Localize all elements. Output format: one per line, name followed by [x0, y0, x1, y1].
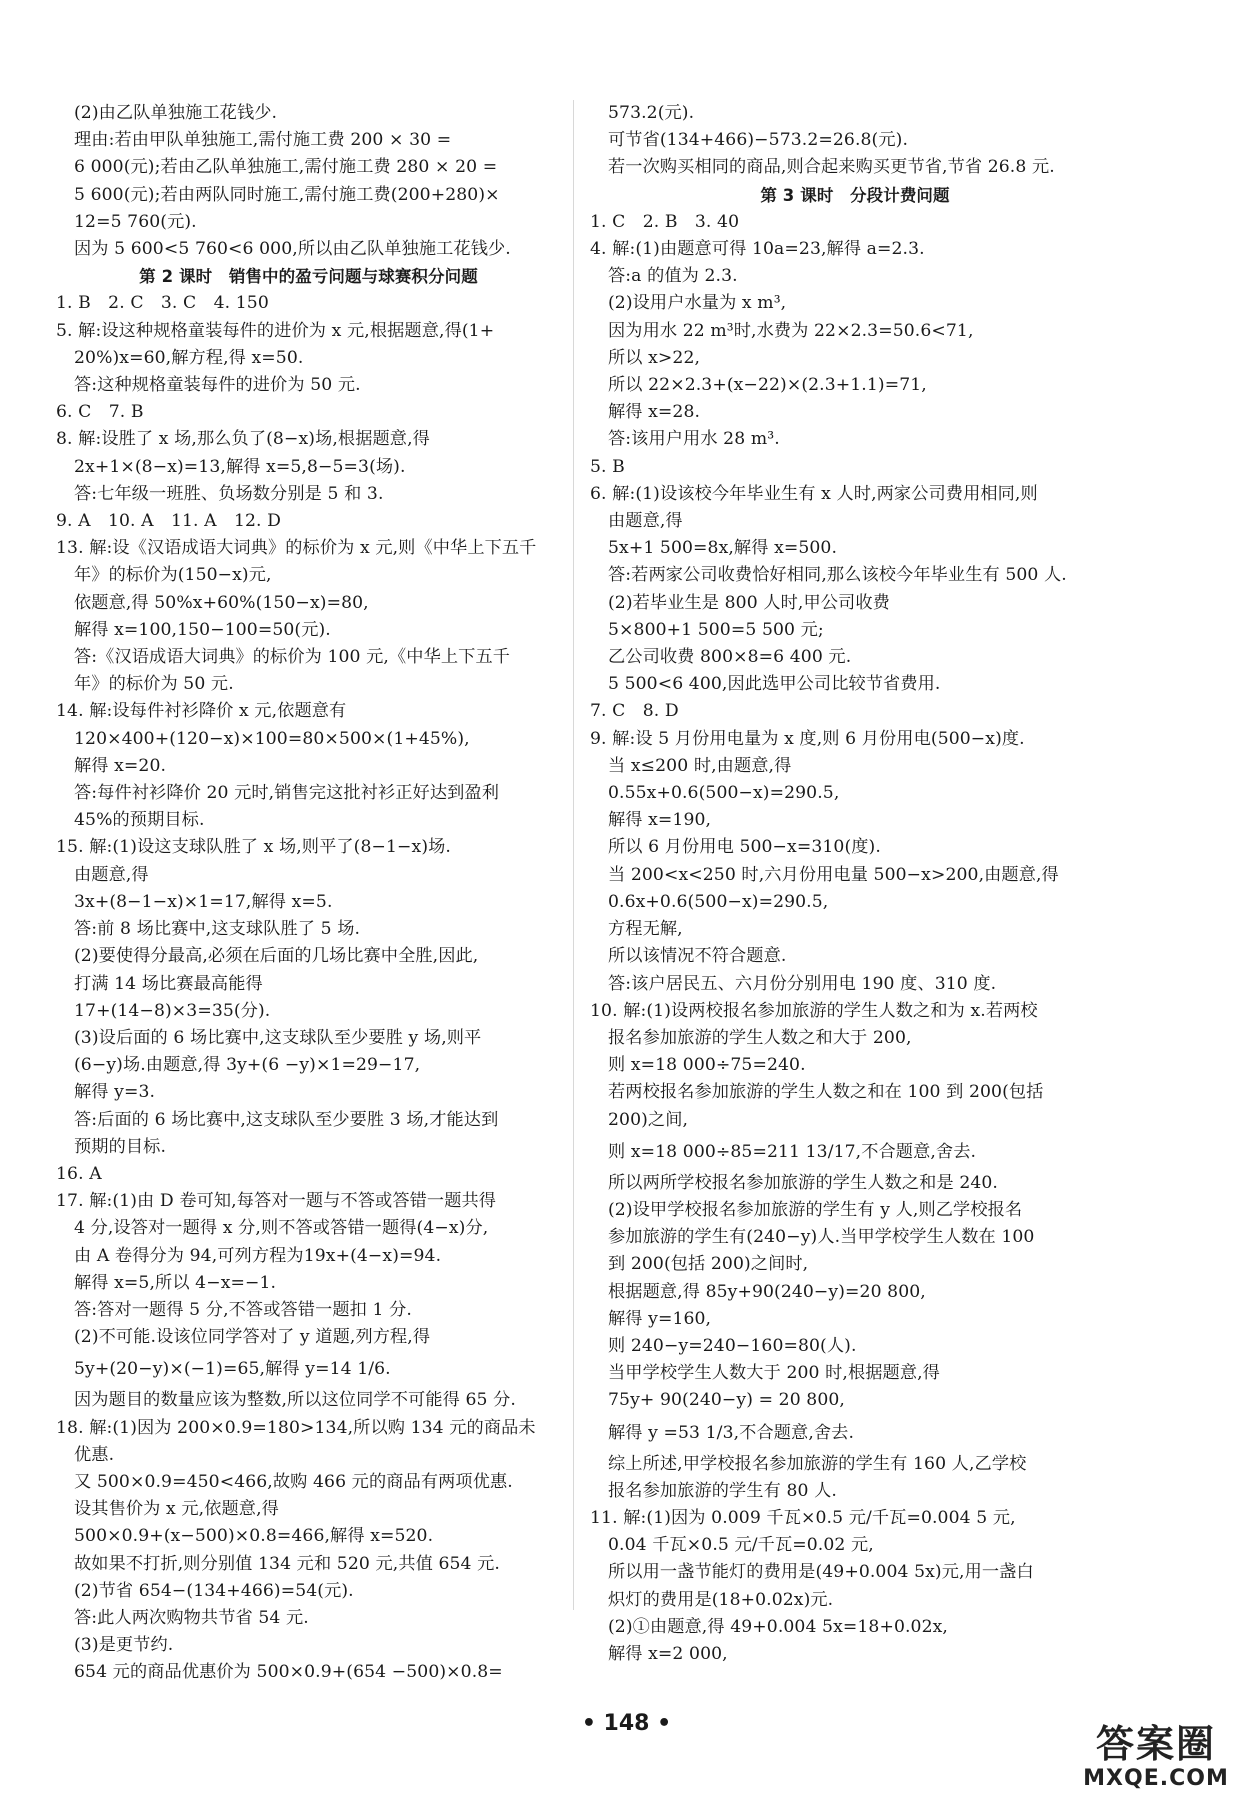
text-line: 乙公司收费 800×8=6 400 元. [608, 647, 852, 668]
text-line: (2)由乙队单独施工花钱少. [74, 103, 278, 123]
text-line: 9. 解:设 5 月份用电量为 x 度,则 6 月份用电(500−x)度. [590, 728, 1025, 749]
text-line: 所以两所学校报名参加旅游的学生人数之和是 240. [608, 1172, 998, 1193]
text-line: 9. A 10. A 11. A 12. D [56, 511, 282, 532]
text-line: 解得 x=2 000, [608, 1643, 728, 1664]
text-line: 15. 解:(1)设这支球队胜了 x 场,则平了(8−1−x)场. [56, 837, 451, 858]
text-line: 4 分,设答对一题得 x 分,则不答或答错一题得(4−x)分, [74, 1218, 489, 1239]
text-line: 200)之间, [608, 1109, 689, 1130]
text-line: 则 240−y=240−160=80(人). [608, 1335, 857, 1356]
text-line: 参加旅游的学生有(240−y)人.当甲学校学生人数在 100 [608, 1227, 1035, 1248]
text-line: (6−y)场.由题意,得 3y+(6 −y)×1=29−17, [74, 1055, 421, 1076]
text-line: (2)节省 654−(134+466)=54(元). [74, 1580, 354, 1601]
text-line: 所以该情况不符合题意. [608, 946, 787, 967]
text-line: (2)①由题意,得 49+0.004 5x=18+0.02x, [608, 1616, 948, 1637]
text-line: 8. 解:设胜了 x 场,那么负了(8−x)场,根据题意,得 [56, 429, 430, 450]
text-line: 20%)x=60,解方程,得 x=50. [74, 347, 304, 368]
text-line: 所以 x>22, [608, 347, 701, 368]
text-line: 5 500<6 400,因此选甲公司比较节省费用. [608, 674, 941, 695]
text-line: 答:七年级一班胜、负场数分别是 5 和 3. [74, 483, 384, 504]
text-line: 13. 解:设《汉语成语大词典》的标价为 x 元,则《中华上下五千 [56, 538, 537, 559]
text-line: 答:该用户用水 28 m³. [608, 429, 780, 450]
text-line: 因为 5 600<5 760<6 000,所以由乙队单独施工花钱少. [74, 239, 511, 260]
text-line: 当 x≤200 时,由题意,得 [608, 755, 792, 776]
column-divider [573, 100, 574, 1610]
text-line: 因为题目的数量应该为整数,所以这位同学不可能得 65 分. [74, 1390, 516, 1411]
text-line: 答:每件衬衫降价 20 元时,销售完这批衬衫正好达到盈利 [74, 783, 499, 804]
text-line: (3)设后面的 6 场比赛中,这支球队至少要胜 y 场,则平 [74, 1027, 482, 1048]
text-line: 12=5 760(元). [74, 211, 197, 232]
text-line: (2)设用户水量为 x m³, [608, 293, 787, 314]
text-line: 当甲学校学生人数大于 200 时,根据题意,得 [608, 1363, 940, 1384]
text-line: 500×0.9+(x−500)×0.8=466,解得 x=520. [74, 1526, 434, 1547]
text-line: 1. B 2. C 3. C 4. 150 [56, 293, 269, 314]
text-line: 573.2(元). [608, 103, 695, 123]
text-line: 报名参加旅游的学生人数之和大于 200, [608, 1027, 912, 1048]
text-line: 解得 y=160, [608, 1308, 712, 1329]
text-line: 4. 解:(1)由题意可得 10a=23,解得 a=2.3. [590, 239, 925, 260]
text-line: 报名参加旅游的学生有 80 人. [608, 1480, 837, 1501]
watermark-logo-text: 答案圈 [1095, 1722, 1216, 1766]
text-line: 120×400+(120−x)×100=80×500×(1+45%), [74, 728, 470, 749]
text-line: 优惠. [74, 1444, 115, 1465]
text-line: 则 x=18 000÷75=240. [608, 1055, 806, 1076]
text-line: 解得 y =53 1/3,不合题意,舍去. [608, 1422, 855, 1443]
text-line: 由题意,得 [74, 864, 149, 885]
text-line: 设其售价为 x 元,依题意,得 [74, 1499, 279, 1520]
text-line: 到 200(包括 200)之间时, [608, 1254, 809, 1275]
text-line: 故如果不打折,则分别值 134 元和 520 元,共值 654 元. [74, 1553, 500, 1574]
text-line: 所以 6 月份用电 500−x=310(度). [608, 837, 881, 858]
text-line: 炽灯的费用是(18+0.02x)元. [608, 1589, 834, 1610]
text-line: 75y+ 90(240−y) = 20 800, [608, 1390, 845, 1411]
text-line: 17. 解:(1)由 D 卷可知,每答对一题与不答或答错一题共得 [56, 1191, 497, 1212]
text-line: 答:若两家公司收费恰好相同,那么该校今年毕业生有 500 人. [608, 565, 1067, 586]
text-line: 由 A 卷得分为 94,可列方程为19x+(4−x)=94. [74, 1245, 442, 1266]
text-line: 18. 解:(1)因为 200×0.9=180>134,所以购 134 元的商品未 [56, 1417, 536, 1438]
text-line: 由题意,得 [608, 511, 683, 532]
text-line: 理由:若由甲队单独施工,需付施工费 200 × 30 = [74, 130, 452, 151]
text-line: (2)设甲学校报名参加旅游的学生有 y 人,则乙学校报名 [608, 1199, 1023, 1220]
text-line: 17+(14−8)×3=35(分). [74, 1000, 271, 1021]
text-line: 0.55x+0.6(500−x)=290.5, [608, 783, 840, 804]
text-line: 5x+1 500=8x,解得 x=500. [608, 538, 838, 559]
text-line: 因为用水 22 m³时,水费为 22×2.3=50.6<71, [608, 320, 974, 341]
text-line: 2x+1×(8−x)=13,解得 x=5,8−5=3(场). [74, 456, 406, 477]
text-line: (2)若毕业生是 800 人时,甲公司收费 [608, 592, 890, 613]
text-line: 当 200<x<250 时,六月份用电量 500−x>200,由题意,得 [608, 864, 1059, 885]
text-line: 则 x=18 000÷85=211 13/17,不合题意,舍去. [608, 1141, 977, 1162]
text-line: 答:《汉语成语大词典》的标价为 100 元,《中华上下五千 [74, 647, 511, 668]
text-line: 答:前 8 场比赛中,这支球队胜了 5 场. [74, 919, 361, 940]
text-line: (2)不可能.设该位同学答对了 y 道题,列方程,得 [74, 1327, 431, 1348]
text-line: 7. C 8. D [590, 701, 679, 722]
text-line: 3x+(8−1−x)×1=17,解得 x=5. [74, 891, 333, 912]
text-line: 年》的标价为 50 元. [74, 674, 234, 695]
text-line: 11. 解:(1)因为 0.009 千瓦×0.5 元/千瓦=0.004 5 元, [590, 1507, 1016, 1528]
text-line: 1. C 2. B 3. 40 [590, 211, 740, 232]
text-line: 解得 x=100,150−100=50(元). [74, 619, 331, 640]
text-line: 6 000(元);若由乙队单独施工,需付施工费 280 × 20 = [74, 157, 498, 178]
text-line: 解得 y=3. [74, 1082, 156, 1103]
text-line: 所以 22×2.3+(x−22)×(2.3+1.1)=71, [608, 375, 927, 396]
text-line: 0.04 千瓦×0.5 元/千瓦=0.02 元, [608, 1535, 874, 1556]
left-column [56, 100, 561, 1687]
text-line: 答:该户居民五、六月份分别用电 190 度、310 度. [608, 973, 997, 994]
text-line: 5 600(元);若由两队同时施工,需付施工费(200+280)× [74, 184, 500, 205]
text-line: 若一次购买相同的商品,则合起来购买更节省,节省 26.8 元. [608, 157, 1055, 178]
text-line: 打满 14 场比赛最高能得 [74, 973, 263, 994]
right-column [590, 100, 1120, 1668]
watermark-url: MXQE.COM [1083, 1766, 1229, 1791]
text-line: 0.6x+0.6(500−x)=290.5, [608, 891, 829, 912]
text-line: 解得 x=5,所以 4−x=−1. [74, 1272, 277, 1293]
text-line: 6. 解:(1)设该校今年毕业生有 x 人时,两家公司费用相同,则 [590, 483, 1038, 504]
text-line: 16. A [56, 1163, 102, 1184]
text-line: 又 500×0.9=450<466,故购 466 元的商品有两项优惠. [74, 1471, 513, 1492]
text-line: 解得 x=20. [74, 755, 167, 776]
text-line: 所以用一盏节能灯的费用是(49+0.004 5x)元,用一盏白 [608, 1562, 1034, 1583]
text-line: 654 元的商品优惠价为 500×0.9+(654 −500)×0.8= [74, 1662, 503, 1683]
text-line: 5y+(20−y)×(−1)=65,解得 y=14 1/6. [74, 1359, 391, 1380]
text-line: 5. B [590, 456, 625, 477]
text-line: 5×800+1 500=5 500 元; [608, 619, 824, 640]
text-line: 答:答对一题得 5 分,不答或答错一题扣 1 分. [74, 1299, 412, 1320]
text-line: 答:这种规格童装每件的进价为 50 元. [74, 375, 361, 396]
text-line: 5. 解:设这种规格童装每件的进价为 x 元,根据题意,得(1+ [56, 320, 495, 341]
text-line: 答:后面的 6 场比赛中,这支球队至少要胜 3 场,才能达到 [74, 1109, 499, 1130]
text-line: 若两校报名参加旅游的学生人数之和在 100 到 200(包括 [608, 1082, 1044, 1103]
text-line: 根据题意,得 85y+90(240−y)=20 800, [608, 1281, 926, 1302]
text-line: 综上所述,甲学校报名参加旅游的学生有 160 人,乙学校 [608, 1453, 1027, 1474]
text-line: 年》的标价为(150−x)元, [74, 565, 272, 586]
text-line: (3)是更节约. [74, 1635, 174, 1656]
section-heading: 第 3 课时 分段计费问题 [760, 185, 950, 205]
text-line: 答:此人两次购物共节省 54 元. [74, 1607, 309, 1628]
section-heading: 第 2 课时 销售中的盈亏问题与球赛积分问题 [139, 267, 478, 287]
text-line: 依题意,得 50%x+60%(150−x)=80, [74, 592, 369, 613]
text-line: (2)要使得分最高,必须在后面的几场比赛中全胜,因此, [74, 946, 479, 967]
text-line: 方程无解, [608, 919, 683, 940]
text-line: 14. 解:设每件衬衫降价 x 元,依题意有 [56, 701, 347, 722]
text-line: 可节省(134+466)−573.2=26.8(元). [608, 130, 909, 151]
text-line: 解得 x=190, [608, 810, 712, 831]
text-line: 45%的预期目标. [74, 810, 205, 831]
text-line: 10. 解:(1)设两校报名参加旅游的学生人数之和为 x.若两校 [590, 1000, 1038, 1021]
watermark-logo [1067, 1722, 1245, 1796]
text-line: 解得 x=28. [608, 402, 701, 423]
text-line: 预期的目标. [74, 1136, 167, 1157]
text-line: 6. C 7. B [56, 402, 144, 423]
page-number: • 148 • [581, 1711, 672, 1736]
text-line: 答:a 的值为 2.3. [608, 266, 738, 287]
